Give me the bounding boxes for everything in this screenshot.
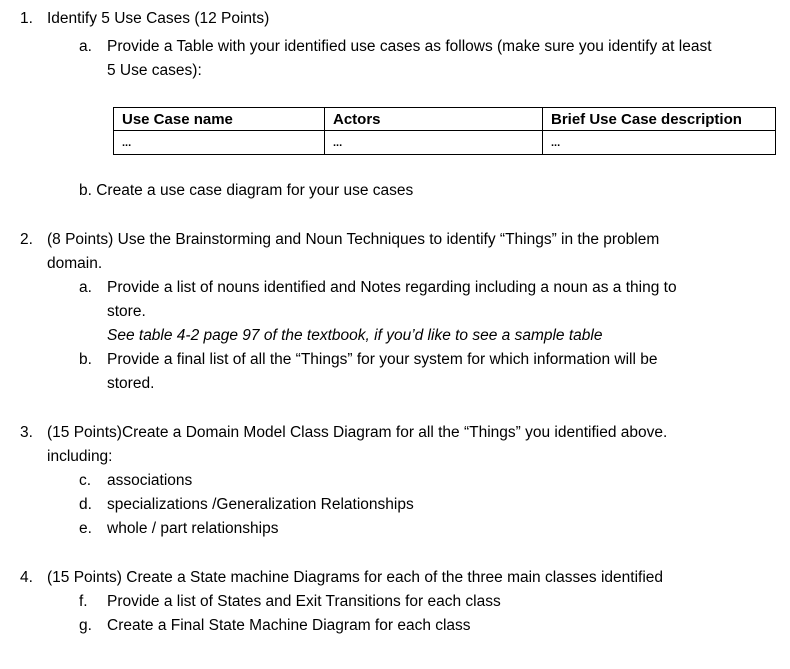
q4-item-label: g. bbox=[79, 617, 92, 634]
q2-line1: (8 Points) Use the Brainstorming and Noun Techniques to identify “Things” in the problem bbox=[47, 231, 660, 248]
q2-b-line1: Provide a final list of all the “Things” for your system for which information will be bbox=[107, 351, 658, 368]
table-cell: ... bbox=[114, 131, 325, 155]
table-header-cell: Actors bbox=[325, 108, 543, 131]
q2-a-note: See table 4-2 page 97 of the textbook, if you’d like to see a sample table bbox=[107, 327, 603, 344]
q3-line1: (15 Points)Create a Domain Model Class Diagram for all the “Things” you identified above. bbox=[47, 424, 668, 441]
q2-a-label: a. bbox=[79, 279, 92, 296]
table-header-cell: Use Case name bbox=[114, 108, 325, 131]
q3-item-text: specializations /Generalization Relationships bbox=[107, 496, 414, 513]
table-cell: ... bbox=[325, 131, 543, 155]
table-cell: ... bbox=[543, 131, 776, 155]
table-header-cell: Brief Use Case description bbox=[543, 108, 776, 131]
q1-a-line2: 5 Use cases): bbox=[107, 62, 202, 79]
q2-a-line1: Provide a list of nouns identified and Notes regarding including a noun as a thing to bbox=[107, 279, 677, 296]
q2-b-line2: stored. bbox=[107, 375, 155, 392]
q4-number: 4. bbox=[20, 569, 33, 586]
q4-item-text: Provide a list of States and Exit Transitions for each class bbox=[107, 593, 501, 610]
table-row bbox=[114, 131, 776, 155]
q3-number: 3. bbox=[20, 424, 33, 441]
q2-b-label: b. bbox=[79, 351, 92, 368]
q3-line2: including: bbox=[47, 448, 113, 465]
q3-item-label: d. bbox=[79, 496, 92, 513]
q1-a-label: a. bbox=[79, 38, 92, 55]
q2-line2: domain. bbox=[47, 255, 103, 272]
q1-a-line1: Provide a Table with your identified use cases as follows (make sure you identify at least bbox=[107, 38, 712, 55]
q1-b-text: b. Create a use case diagram for your use cases bbox=[79, 182, 414, 199]
q1-number: 1. bbox=[20, 10, 33, 27]
q3-item-text: associations bbox=[107, 472, 193, 489]
table-header-row bbox=[114, 108, 776, 131]
q4-item-text: Create a Final State Machine Diagram for each class bbox=[107, 617, 471, 634]
q3-item-text: whole / part relationships bbox=[107, 520, 279, 537]
q4-item-label: f. bbox=[79, 593, 88, 610]
q4-line1: (15 Points) Create a State machine Diagrams for each of the three main classes identified bbox=[47, 569, 664, 586]
q2-a-line2: store. bbox=[107, 303, 146, 320]
q3-item-label: c. bbox=[79, 472, 92, 489]
use-case-table bbox=[113, 107, 776, 155]
q2-number: 2. bbox=[20, 231, 33, 248]
q3-item-label: e. bbox=[79, 520, 92, 537]
q1-text: Identify 5 Use Cases (12 Points) bbox=[47, 10, 270, 27]
